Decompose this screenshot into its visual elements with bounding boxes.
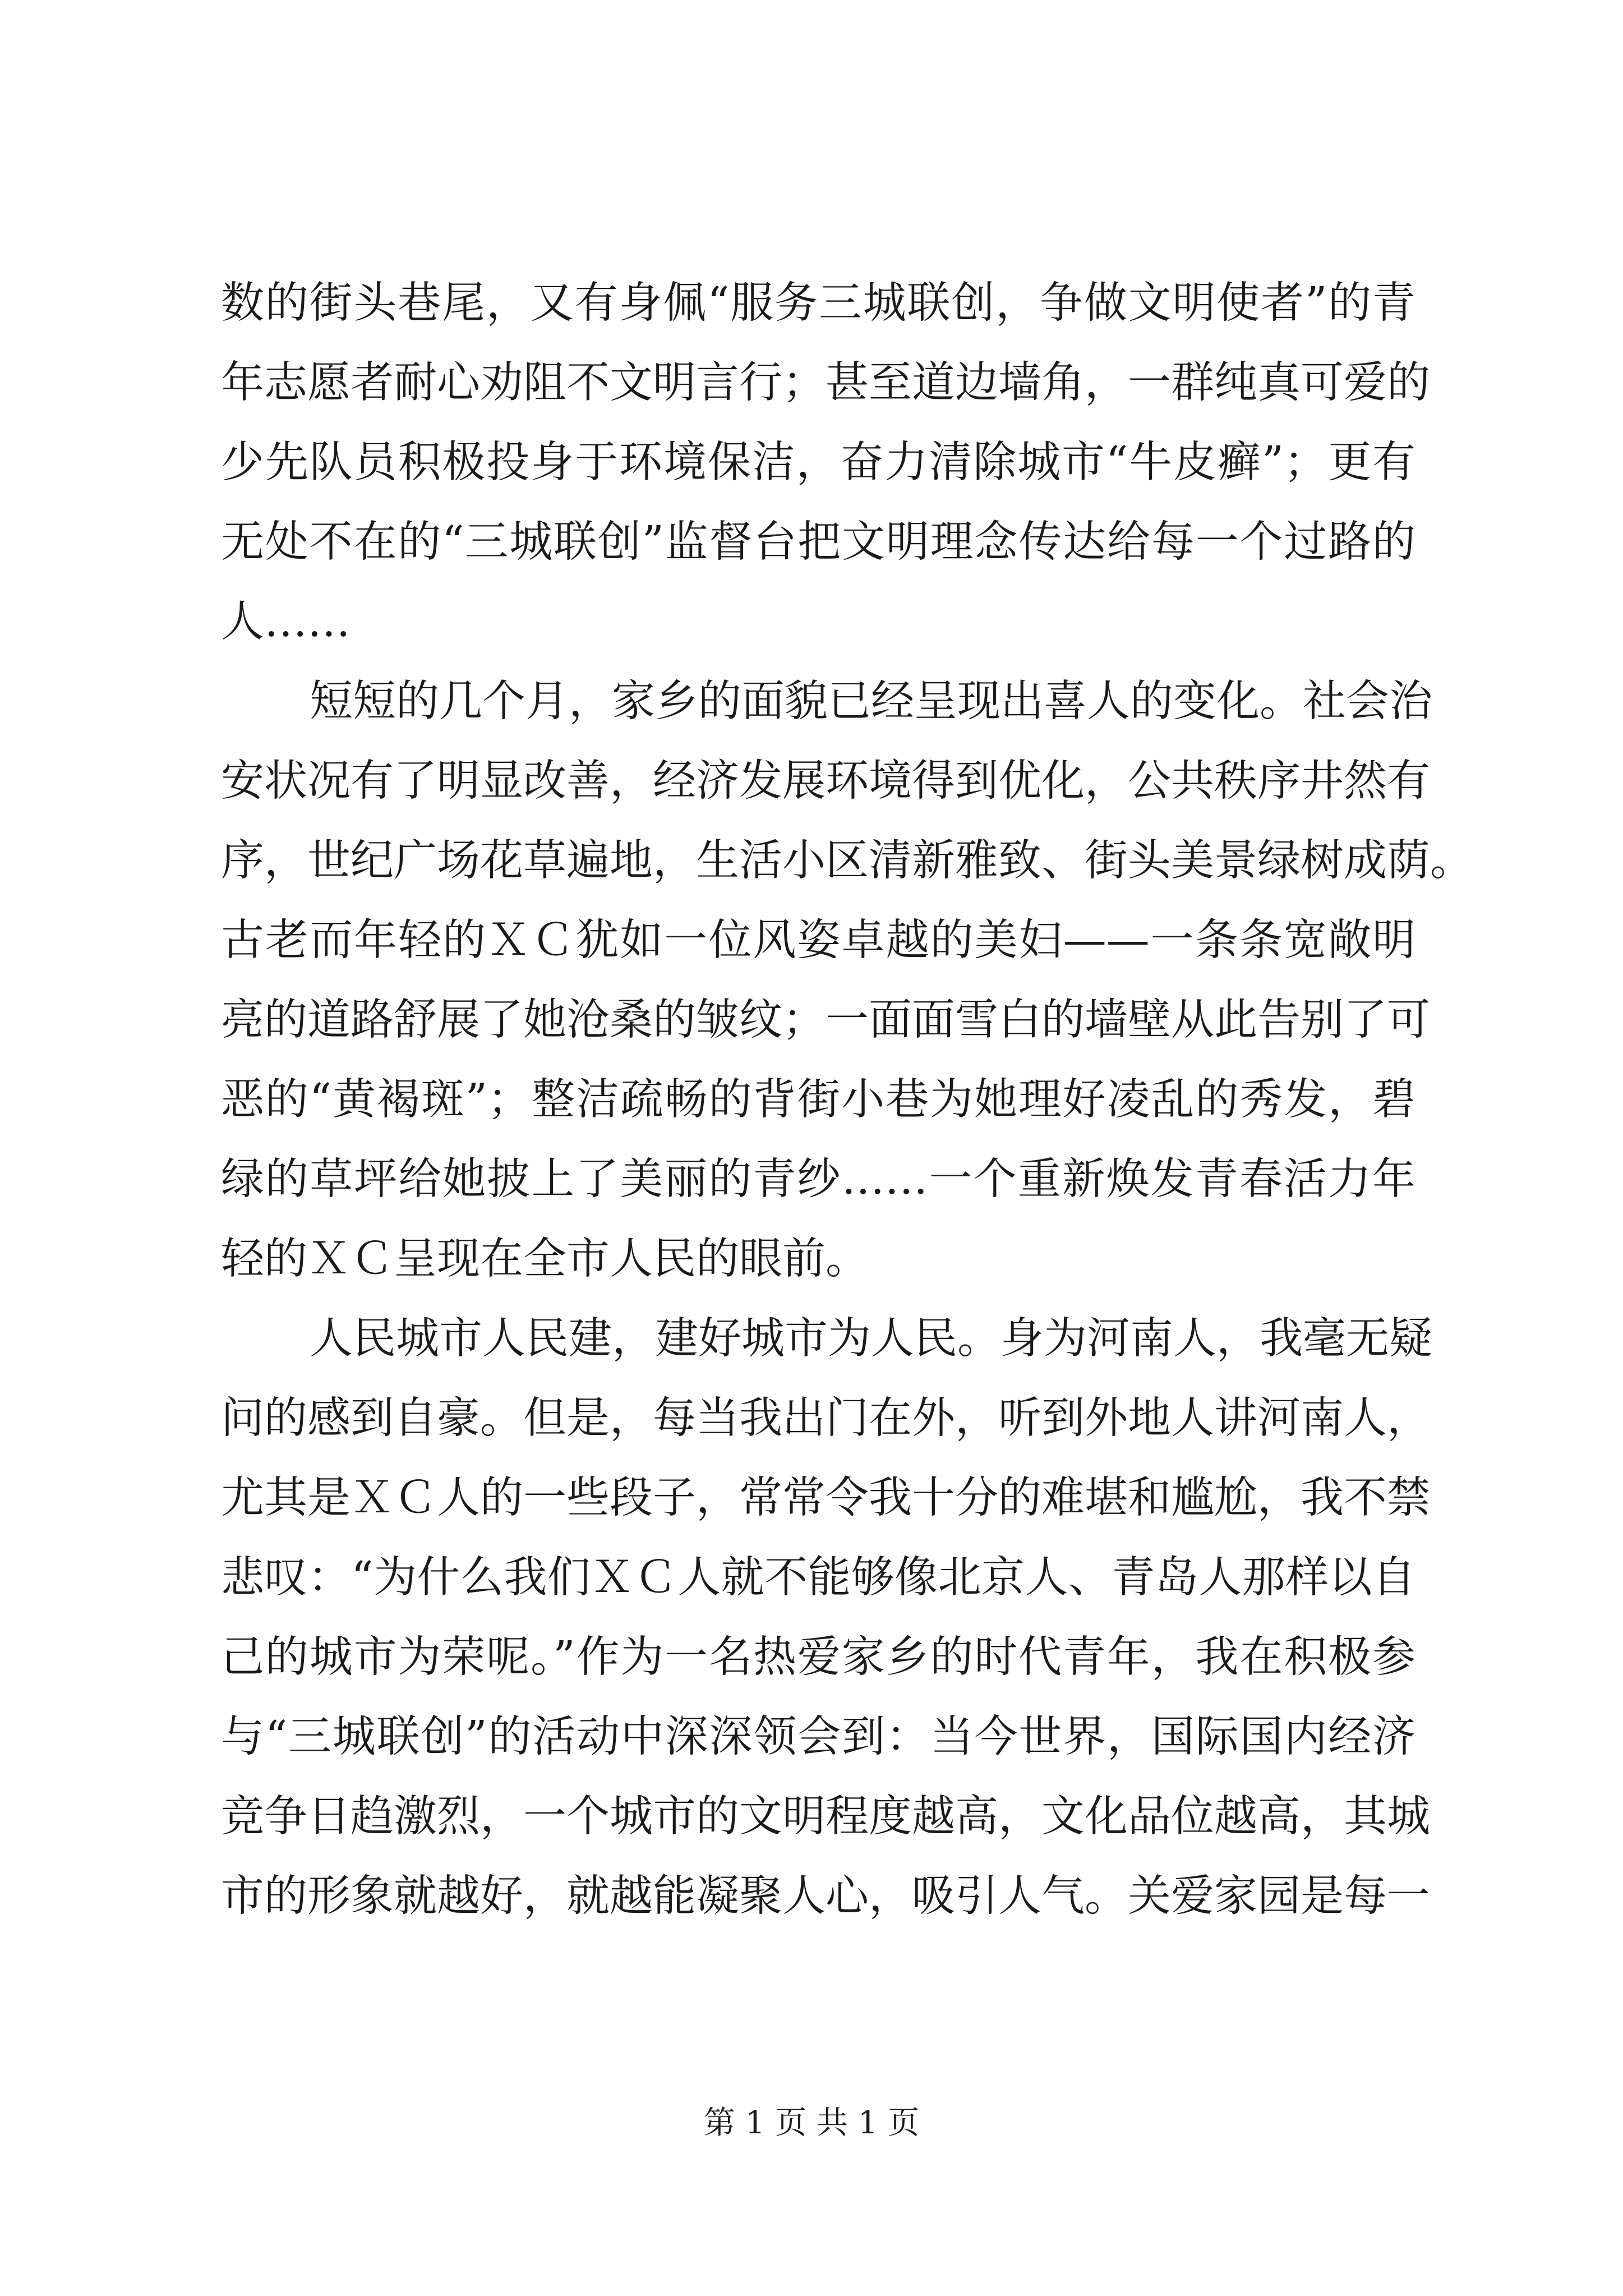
text-line: 少先队员积极投身于环境保洁，奋力清除城市“牛皮癣”；更有 xyxy=(221,438,1415,487)
text-line: 人…… xyxy=(221,597,351,647)
text-line: 尤其是ＸＣ人的一些段子，常常令我十分的难堪和尴尬，我不禁 xyxy=(221,1473,1430,1523)
page-footer: 第 1 页 共 1 页 xyxy=(703,2105,920,2141)
text-line: 己的城市为荣呢。”作为一名热爱家乡的时代青年，我在积极参 xyxy=(221,1632,1415,1682)
text-line: 与“三城联创”的活动中深深领会到：当今世界，国际国内经济 xyxy=(221,1712,1415,1762)
text-line: 轻的ＸＣ呈现在全市人民的眼前。 xyxy=(221,1234,869,1284)
text-line: 无处不在的“三城联创”监督台把文明理念传达给每一个过路的 xyxy=(221,517,1415,567)
text-line: 短短的几个月，家乡的面貌已经呈现出喜人的变化。社会治 xyxy=(310,677,1432,726)
text-line: 竞争日趋激烈，一个城市的文明程度越高，文化品位越高，其城 xyxy=(221,1792,1430,1842)
text-line: 古老而年轻的ＸＣ犹如一位风姿卓越的美妇——一条条宽敞明 xyxy=(221,915,1415,965)
text-line: 悲叹：“为什么我们ＸＣ人就不能够像北京人、青岛人那样以自 xyxy=(221,1553,1415,1603)
text-line: 绿的草坪给她披上了美丽的青纱……一个重新焕发青春活力年 xyxy=(221,1154,1415,1204)
text-line: 市的形象就越好，就越能凝聚人心，吸引人气。关爱家园是每一 xyxy=(221,1871,1430,1921)
text-line: 年志愿者耐心劝阻不文明言行；甚至道边墙角，一群纯真可爱的 xyxy=(221,358,1430,408)
document-body xyxy=(221,264,1473,1936)
text-line: 问的感到自豪。但是，每当我出门在外，听到外地人讲河南人， xyxy=(221,1393,1430,1443)
text-line: 安状况有了明显改善，经济发展环境得到优化，公共秩序井然有 xyxy=(221,756,1430,806)
text-line: 序，世纪广场花草遍地，生活小区清新雅致、街头美景绿树成荫。 xyxy=(221,836,1473,886)
text-line: 人民城市人民建，建好城市为人民。身为河南人，我毫无疑 xyxy=(310,1314,1432,1364)
text-line: 恶的“黄褐斑”；整洁疏畅的背街小巷为她理好凌乱的秀发，碧 xyxy=(221,1075,1415,1125)
text-line: 亮的道路舒展了她沧桑的皱纹；一面面雪白的墙壁从此告别了可 xyxy=(221,995,1430,1045)
text-line: 数的街头巷尾，又有身佩“服务三城联创，争做文明使者”的青 xyxy=(221,278,1415,328)
